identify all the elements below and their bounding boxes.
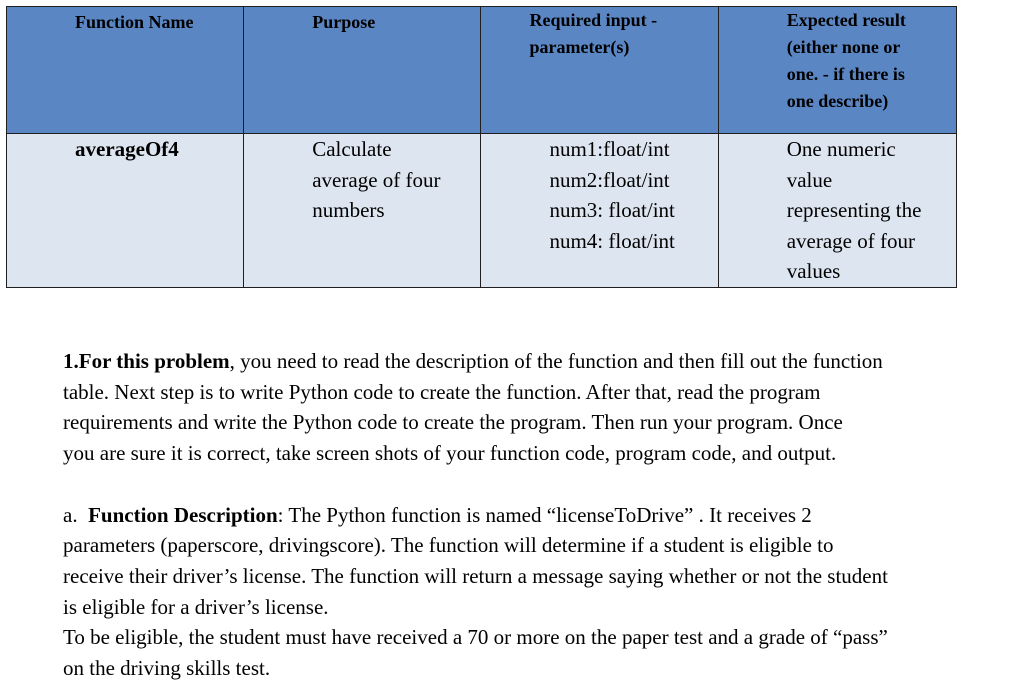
header-required-input [481, 7, 718, 134]
header-expected-result-line: Expected result [786, 10, 906, 30]
header-function-name [7, 7, 244, 134]
header-required-input-line: parameter(s) [529, 37, 630, 57]
function-description-line: parameters (paperscore, drivingscore). The function will determine if a student is eligible to [63, 533, 834, 558]
purpose-line: Calculate [312, 137, 392, 161]
function-description-line: To be eligible, the student must have received a 70 or more on the paper test and a grade of “pass” [63, 625, 888, 650]
problem-intro-line: table. Next step is to write Python code to create the function. After that, read the program [63, 379, 821, 404]
problem-intro [63, 346, 1023, 469]
table-row [7, 134, 957, 288]
paragraph-gap [63, 469, 1023, 500]
function-description [63, 500, 1023, 684]
header-purpose [244, 7, 481, 134]
purpose-line: numbers [312, 198, 385, 222]
function-description-line: receive their driver’s license. The function will return a message saying whether or not the student [63, 563, 888, 588]
expected-result-line: One numeric [786, 137, 896, 161]
purpose-line: average of four [312, 167, 441, 192]
cell-expected-result [718, 134, 956, 288]
header-expected-result [718, 7, 956, 134]
problem-number: 1. [63, 349, 79, 373]
parameter-line: num4: float/int [549, 228, 675, 253]
header-function-name-text: Function Name [75, 12, 194, 32]
parameter-line: num3: float/int [549, 198, 675, 222]
cell-required-input [481, 134, 718, 288]
function-description-text: : The Python function is named “licenseToDrive” . It receives 2 [277, 502, 812, 527]
function-table [6, 6, 957, 288]
function-description-heading: Function Description [88, 502, 278, 527]
problem-intro-line: requirements and write the Python code to create the program. Then run your program. Once [63, 410, 843, 435]
problem-heading: For this problem [78, 349, 230, 373]
expected-result-line: average of four [786, 228, 915, 253]
problem-section [63, 346, 1023, 684]
header-purpose-text: Purpose [312, 12, 376, 32]
expected-result-line: values [786, 259, 841, 283]
table-header-row [7, 7, 957, 134]
problem-intro-line: you are sure it is correct, take screen shots of your function code, program code, and output. [63, 441, 837, 466]
expected-result-line: representing the [786, 198, 922, 222]
function-description-line: on the driving skills test. [63, 656, 271, 681]
parameter-line: num1:float/int [549, 137, 670, 161]
cell-function-name [7, 134, 244, 288]
part-a-label: a. [63, 502, 78, 527]
parameter-line: num2:float/int [549, 167, 670, 192]
function-description-line: is eligible for a driver’s license. [63, 594, 329, 619]
header-expected-result-line: one. - if there is [786, 64, 905, 84]
problem-intro-text: , you need to read the description of the function and then fill out the function [229, 349, 883, 373]
function-name-value: averageOf4 [75, 137, 179, 161]
function-description-line-1 [63, 500, 1023, 531]
header-expected-result-line: one describe) [786, 91, 889, 111]
expected-result-line: value [786, 167, 833, 192]
header-required-input-line: Required input - [529, 10, 658, 30]
cell-purpose [244, 134, 481, 288]
header-expected-result-line: (either none or [786, 37, 901, 57]
problem-intro-line-1 [63, 346, 1023, 377]
